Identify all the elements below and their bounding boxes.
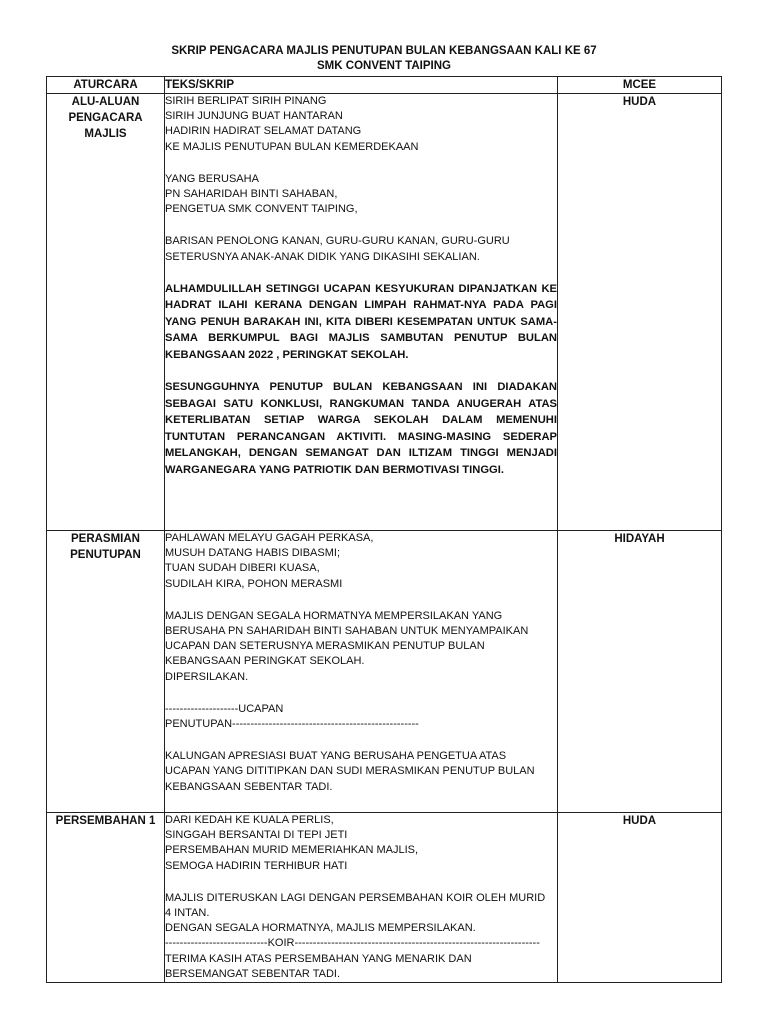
pantun-line: PAHLAWAN MELAYU GAGAH PERKASA, (165, 532, 374, 544)
greeting-line: SETERUSNYA ANAK-ANAK DIDIK YANG DIKASIHI SEKALIAN. (165, 250, 480, 263)
table-row (47, 813, 722, 983)
aturcara-line: PERSEMBAHAN 1 (55, 815, 156, 827)
koir-marker: ----------------------------KOIR------------------------------------------------------------------- (165, 937, 540, 950)
pantun-line: MUSUH DATANG HABIS DIBASMI; (165, 547, 341, 560)
closing-line: KALUNGAN APRESIASI BUAT YANG BERUSAHA PENGETUA ATAS (165, 750, 507, 763)
salutation-line: PENGETUA SMK CONVENT TAIPING, (165, 203, 358, 216)
invite-line: DIPERSILAKAN. (165, 670, 249, 683)
invite-line: DENGAN SEGALA HORMATNYA, MAJLIS MEMPERSILAKAN. (165, 922, 476, 935)
teks-cell (165, 94, 558, 531)
invite-line: MAJLIS DITERUSKAN LAGI DENGAN PERSEMBAHAN KOIR OLEH MURID (165, 891, 546, 904)
aturcara-line: PENGACARA (68, 112, 143, 124)
teks-cell (165, 813, 558, 983)
pantun-line: SIRIH JUNJUNG BUAT HANTARAN (165, 110, 343, 123)
closing-line: KEBANGSAAN SEBENTAR TADI. (165, 780, 333, 793)
ucapan-marker: PENUTUPAN--------------------------------------------------- (165, 718, 419, 731)
pantun-line: SINGGAH BERSANTAI DI TEPI JETI (165, 829, 348, 842)
closing-line: TERIMA KASIH ATAS PERSEMBAHAN YANG MENARIK DAN (165, 952, 472, 965)
aturcara-cell (47, 94, 165, 531)
aturcara-line: MAJLIS (84, 128, 127, 140)
aturcara-line: PERASMIAN (70, 533, 140, 545)
table-row (47, 531, 722, 813)
pantun-line: KE MAJLIS PENUTUPAN BULAN KEMERDEKAAN (165, 140, 419, 153)
ucapan-marker: --------------------UCAPAN (165, 702, 284, 715)
opening-paragraph: ALHAMDULILLAH SETINGGI UCAPAN KESYUKURAN DIPANJATKAN KE HADRAT ILAHI KERANA DENGAN LIMPAH RAHMAT-NYA PADA PAGI YANG PENUH BARAKAH INI, KITA DIBERI KESEMPATAN UNTUK SAMA-SAMA BERKUMPUL BAGI MAJLIS SAMBUTAN PENUTUP BULAN KEBANGSAAN 2022 , PERINGKAT SEKOLAH. (165, 282, 557, 361)
invite-line: BERUSAHA PN SAHARIDAH BINTI SAHABAN UNTUK MENYAMPAIKAN (165, 625, 529, 638)
aturcara-line: ALU-ALUAN (71, 96, 140, 108)
pantun-line: PERSEMBAHAN MURID MEMERIAHKAN MAJLIS, (165, 844, 419, 857)
greeting-line: BARISAN PENOLONG KANAN, GURU-GURU KANAN, GURU-GURU (165, 235, 510, 248)
header-aturcara: ATURCARA (47, 77, 165, 94)
invite-line: MAJLIS DENGAN SEGALA HORMATNYA MEMPERSILAKAN YANG (165, 609, 503, 622)
salutation-line: PN SAHARIDAH BINTI SAHABAN, (165, 188, 338, 201)
aturcara-cell (47, 531, 165, 813)
table-header-row (47, 77, 722, 94)
mcee-cell: HUDA (558, 813, 722, 983)
pantun-line: HADIRIN HADIRAT SELAMAT DATANG (165, 125, 362, 138)
mcee-cell: HUDA (558, 94, 722, 531)
invite-line: UCAPAN DAN SETERUSNYA MERASMIKAN PENUTUP BULAN (165, 640, 485, 653)
pantun-line: SEMOGA HADIRIN TERHIBUR HATI (165, 859, 348, 872)
header-teks: TEKS/SKRIP (165, 77, 558, 94)
pantun-line: SUDILAH KIRA, POHON MERASMI (165, 577, 343, 590)
teks-cell (165, 531, 558, 813)
mcee-cell: HIDAYAH (558, 531, 722, 813)
document-title: SKRIP PENGACARA MAJLIS PENUTUPAN BULAN KEBANGSAAN KALI KE 67 (171, 45, 597, 57)
pantun-line: SIRIH BERLIPAT SIRIH PINANG (165, 95, 327, 107)
table-row (47, 94, 722, 531)
script-table (46, 76, 722, 983)
invite-line: KEBANGSAAN PERINGKAT SEKOLAH. (165, 655, 365, 668)
invite-line: 4 INTAN. (165, 907, 210, 920)
pantun-line: TUAN SUDAH DIBERI KUASA, (165, 562, 320, 575)
header-mcee: MCEE (558, 77, 722, 94)
pantun-line: DARI KEDAH KE KUALA PERLIS, (165, 814, 334, 826)
aturcara-line: PENUTUPAN (70, 549, 141, 561)
salutation-line: YANG BERUSAHA (165, 172, 259, 185)
closing-line: BERSEMANGAT SEBENTAR TADI. (165, 967, 341, 980)
document-subtitle: SMK CONVENT TAIPING (317, 60, 451, 72)
purpose-paragraph: SESUNGGUHNYA PENUTUP BULAN KEBANGSAAN INI DIADAKAN SEBAGAI SATU KONKLUSI, RANGKUMAN TANDA ANUGERAH ATAS KETERLIBATAN SETIAP WARGA SEKOLAH DALAM MEMENUHI TUNTUTAN PERANCANGAN AKTIVITI. MASING-MASING SEDERAP MELANGKAH, DENGAN SEMANGAT DAN ILTIZAM TINGGI MENJADI WARGANEGARA YANG PATRIOTIK DAN BERMOTIVASI TINGGI. (165, 381, 557, 476)
closing-line: UCAPAN YANG DITITIPKAN DAN SUDI MERASMIKAN PENUTUP BULAN (165, 765, 535, 778)
aturcara-cell (47, 813, 165, 983)
